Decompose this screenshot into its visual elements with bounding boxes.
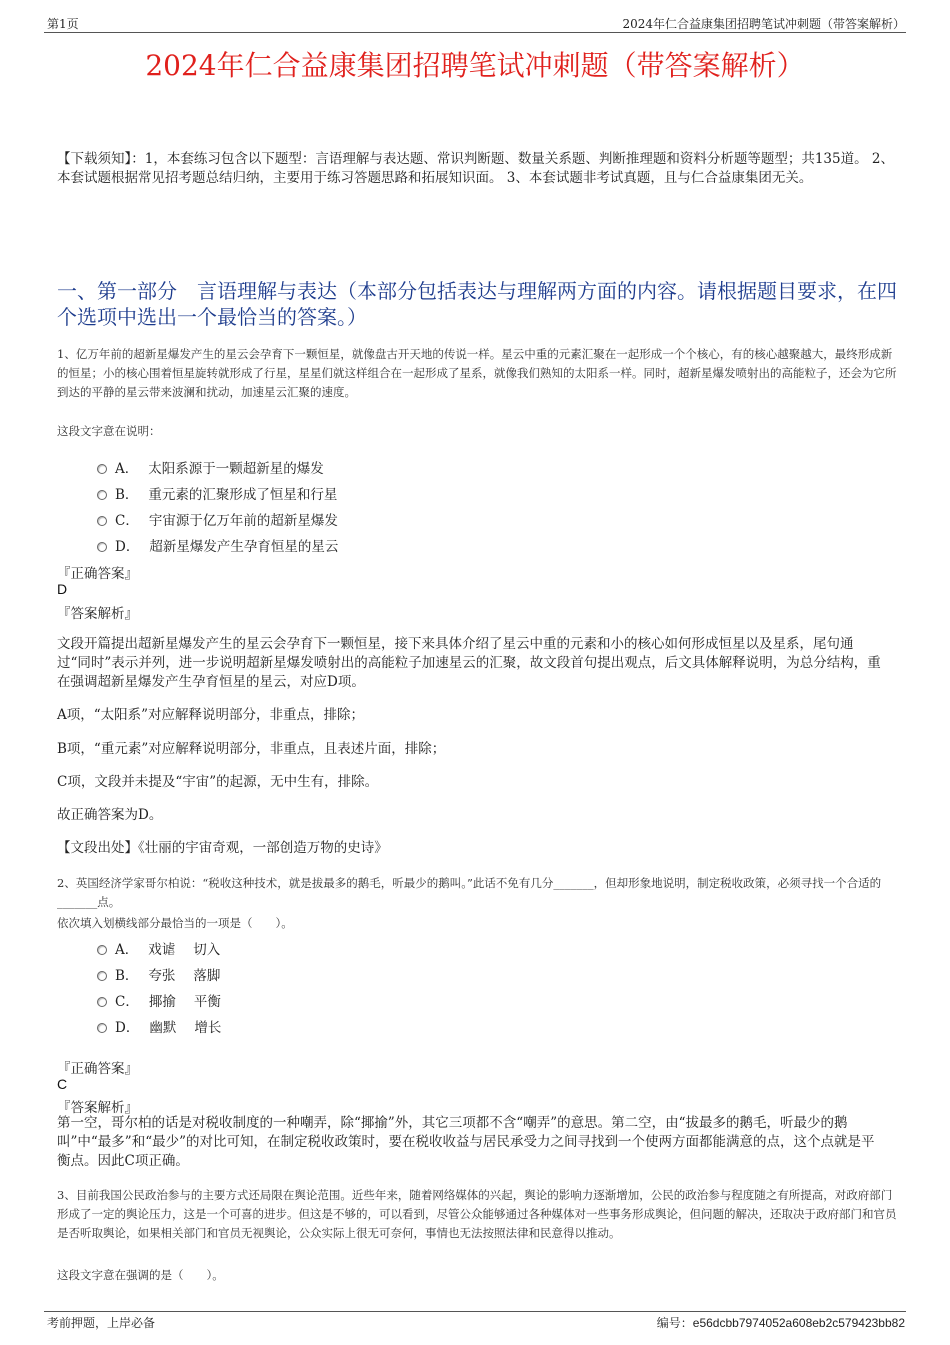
question-2-option-c[interactable]: C． 揶揄 平衡 bbox=[97, 990, 221, 1010]
footer-slogan: 考前押题，上岸必备 bbox=[47, 1316, 156, 1330]
analysis-paragraph: 文段开篇提出超新星爆发产生的星云会孕育下一颗恒星，接下来具体介绍了星云中重的元素和小的核心如何形成恒星以及星系，尾句通过“同时”表示并列，进一步说明超新星爆发喷射出的高能粒子加速星云的汇聚，故文段首句提出观点，后文具体解释说明，为总分结构，重在强调超新星爆发产生孕育恒星的星云，对应D项。 bbox=[57, 636, 881, 690]
document-code: 编号：e56dcbb7974052a608eb2c579423bb82 bbox=[656, 1316, 905, 1330]
question-2-option-b[interactable]: B． 夸张 落脚 bbox=[97, 964, 220, 984]
correct-answer-label: 『正确答案』 bbox=[57, 566, 138, 582]
question-2-prompt: 依次填入划横线部分最恰当的一项是（ ）。 bbox=[57, 916, 293, 930]
question-3-text: 3、目前我国公民政治参与的主要方式还局限在舆论范围。近些年来，随着网络媒体的兴起，舆论的影响力逐渐增加，公民的政治参与程度随之有所提高，对政府部门形成了一定的舆论压力，这是一个可喜的进步。但这是不够的，可以看到，尽管公众能够通过各种媒体对一些事务形成舆论，但问题的解决，还取决于政府部门和官员是否听取舆论，如果相关部门和官员无视舆论，公众实际上很无可奈何，事情也无法按照法律和民意得以推动。 bbox=[57, 1188, 897, 1240]
radio-icon[interactable] bbox=[97, 542, 107, 552]
question-2-option-a[interactable]: A． 戏谑 切入 bbox=[97, 938, 220, 958]
radio-icon[interactable] bbox=[97, 997, 107, 1007]
source-citation: 【文段出处】《壮丽的宇宙奇观，一部创造万物的史诗》 bbox=[57, 840, 388, 856]
analysis-label: 『答案解析』 bbox=[57, 606, 138, 622]
analysis-paragraph: 故正确答案为D。 bbox=[57, 807, 163, 823]
question-1-option-a[interactable]: A． 太阳系源于一颗超新星的爆发 bbox=[97, 457, 324, 477]
radio-icon[interactable] bbox=[97, 464, 107, 474]
question-1-option-b[interactable]: B． 重元素的汇聚形成了恒星和行星 bbox=[97, 483, 337, 503]
analysis-label: 『答案解析』 bbox=[57, 1100, 138, 1116]
header-divider bbox=[44, 32, 906, 33]
analysis-paragraph: B项，“重元素”对应解释说明部分，非重点，且表述片面，排除； bbox=[57, 741, 446, 757]
correct-answer-value: C bbox=[57, 1076, 68, 1092]
radio-icon[interactable] bbox=[97, 1023, 107, 1033]
footer-divider bbox=[44, 1311, 906, 1312]
document-title: 2024年仁合益康集团招聘笔试冲刺题（带答案解析） bbox=[145, 49, 805, 82]
analysis-paragraph: C项，文段并未提及“宇宙”的起源，无中生有，排除。 bbox=[57, 774, 379, 790]
question-3-prompt: 这段文字意在强调的是（ ）。 bbox=[57, 1268, 224, 1282]
question-1-prompt: 这段文字意在说明： bbox=[57, 424, 161, 438]
radio-icon[interactable] bbox=[97, 490, 107, 500]
radio-icon[interactable] bbox=[97, 971, 107, 981]
question-2-option-d[interactable]: D． 幽默 增长 bbox=[97, 1016, 221, 1036]
download-notice: 【下载须知】：1，本套练习包含以下题型：言语理解与表达题、常识判断题、数量关系题、判断推理题和资料分析题等题型；共135道。 2、本套试题根据常见招考题总结归纳，主要用于练习答题思路和拓展知识面。 3、本套试题非考试真题，且与仁合益康集团无关。 bbox=[57, 151, 894, 186]
section-heading: 一、第一部分 言语理解与表达（本部分包括表达与理解两方面的内容。请根据题目要求，在四个选项中选出一个最恰当的答案。） bbox=[57, 279, 897, 329]
question-2-text: 2、英国经济学家哥尔柏说：“税收这种技术，就是拔最多的鹅毛，听最少的鹅叫。”此话不免有几分_______，但却形象地说明，制定税收政策，必须寻找一个合适的_______点。 bbox=[57, 876, 882, 909]
analysis-paragraph: A项，“太阳系”对应解释说明部分，非重点，排除； bbox=[57, 707, 365, 723]
question-1-text: 1、亿万年前的超新星爆发产生的星云会孕育下一颗恒星，就像盘古开天地的传说一样。星云中重的元素汇聚在一起形成一个个核心，有的核心越聚越大，最终形成新的恒星；小的核心围着恒星旋转就形成了行星，星星们就这样组合在一起形成了星系，就像我们熟知的太阳系一样。同时，超新星爆发喷射出的高能粒子，还会为它所到达的平静的星云带来波澜和扰动，加速星云汇聚的速度。 bbox=[57, 347, 897, 399]
analysis-paragraph: 第一空，哥尔柏的话是对税收制度的一种嘲弄，除“揶揄”外，其它三项都不含“嘲弄”的意思。第二空，由“拔最多的鹅毛，听最少的鹅叫”中“最多”和“最少”的对比可知，在制定税收政策时，要在税收收益与居民承受力之间寻找到一个使两方面都能满意的点，这个点就是平衡点。因此C项正确。 bbox=[57, 1115, 875, 1169]
question-1-option-c[interactable]: C． 宇宙源于亿万年前的超新星爆发 bbox=[97, 509, 338, 529]
header-doc-title: 2024年仁合益康集团招聘笔试冲刺题（带答案解析） bbox=[622, 17, 905, 31]
question-1-option-d[interactable]: D． 超新星爆发产生孕育恒星的星云 bbox=[97, 535, 338, 555]
correct-answer-value: D bbox=[57, 581, 68, 597]
correct-answer-label: 『正确答案』 bbox=[57, 1061, 138, 1077]
page-number: 第1页 bbox=[47, 17, 79, 31]
radio-icon[interactable] bbox=[97, 516, 107, 526]
radio-icon[interactable] bbox=[97, 945, 107, 955]
